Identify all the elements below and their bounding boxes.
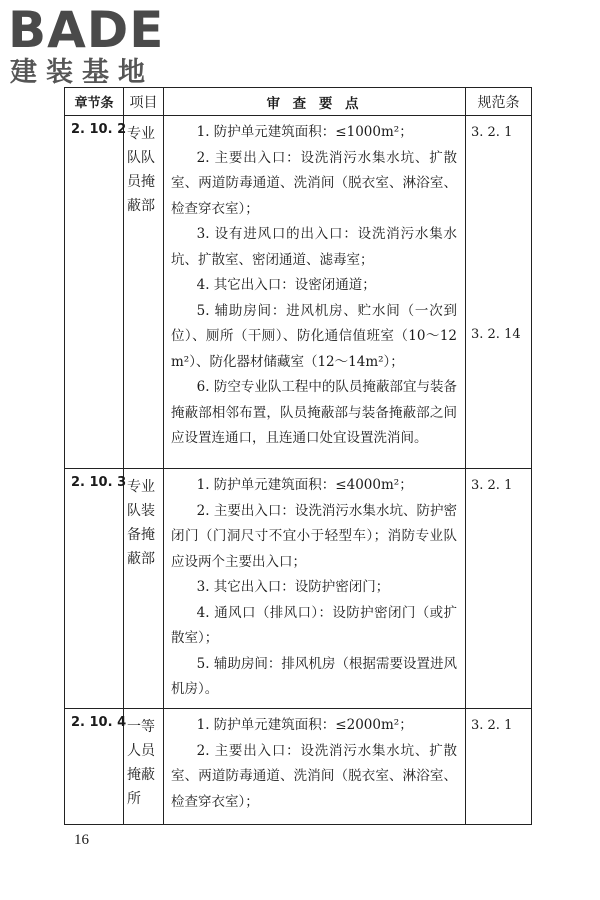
review-points [164, 116, 466, 469]
spec-ref: 3. 2. 1 [471, 718, 513, 733]
review-point: 2. 主要出入口：设洗消污水集水坑、扩散室、两道防毒通道、洗消间（脱衣室、淋浴室、检查穿衣室）； [171, 149, 457, 217]
logo-subtitle: 建装基地 [10, 57, 154, 88]
review-point: 2. 主要出入口：设洗消污水集水坑、防护密闭门（门洞尺寸不宜小于轻型车）；消防专业队应设两个主要出入口； [171, 502, 457, 570]
spec-ref: 3. 2. 1 [471, 478, 513, 493]
header-section: 章节条 [65, 88, 124, 116]
review-point: 4. 通风口（排风口）：设防护密闭门（或扩散室）； [171, 604, 457, 646]
spec-refs [466, 116, 532, 469]
logo-wordmark: BADE [8, 1, 165, 59]
review-point: 2. 主要出入口：设洗消污水集水坑、扩散室、两道防毒通道、洗消间（脱衣室、淋浴室、检查穿衣室）； [171, 742, 457, 810]
review-point: 4. 其它出入口：设密闭通道； [196, 277, 376, 293]
section-number: 2. 10. 4 [65, 709, 124, 825]
review-point: 1. 防护单元建筑面积：≤4000m²； [196, 477, 413, 493]
review-points [164, 709, 466, 825]
spec-refs [466, 469, 532, 709]
review-point: 1. 防护单元建筑面积：≤1000m²； [196, 124, 413, 140]
item-name: 专业队队员掩蔽部 [124, 116, 164, 469]
table-row [65, 709, 532, 825]
header-content: 审 查 要 点 [164, 88, 466, 116]
item-name: 一等人员掩蔽所 [124, 709, 164, 825]
review-point: 1. 防护单元建筑面积：≤2000m²； [196, 717, 413, 733]
spec-ref: 3. 2. 1 [471, 125, 513, 140]
table-header-row [65, 88, 532, 116]
page-number: 16 [74, 832, 89, 848]
spec-refs [466, 709, 532, 825]
review-point: 6. 防空专业队工程中的队员掩蔽部宜与装备掩蔽部相邻布置，队员掩蔽部与装备掩蔽部之间应设置连通口，且连通口处宜设置洗消间。 [171, 379, 457, 446]
header-ref: 规范条 [466, 88, 532, 116]
review-point: 3. 其它出入口：设防护密闭门； [196, 579, 390, 595]
spec-ref: 3. 2. 14 [471, 327, 521, 342]
bade-logo [8, 2, 178, 94]
review-point: 5. 辅助房间：进风机房、贮水间（一次到位）、厕所（干厕）、防化通信值班室（10～12m²）、防化器材储藏室（12～14m²）； [171, 302, 457, 370]
item-name: 专业队装备掩蔽部 [124, 469, 164, 709]
table-row [65, 116, 532, 469]
section-number: 2. 10. 2 [65, 116, 124, 469]
review-table [64, 87, 532, 825]
review-point: 3. 设有进风口的出入口：设洗消污水集水坑、扩散室、密闭通道、滤毒室； [171, 226, 457, 268]
review-points [164, 469, 466, 709]
section-number: 2. 10. 3 [65, 469, 124, 709]
header-item: 项目 [124, 88, 164, 116]
review-point: 5. 辅助房间：排风机房（根据需要设置进风机房）。 [171, 655, 457, 697]
table-row [65, 469, 532, 709]
